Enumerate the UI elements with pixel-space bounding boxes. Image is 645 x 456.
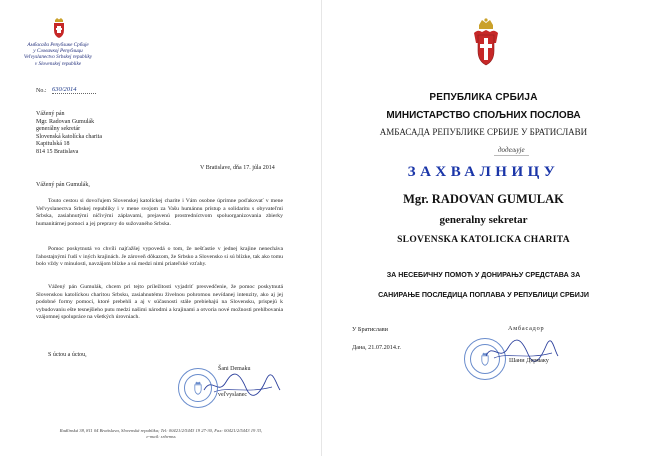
recipient-line: Slovenská katolícka charita	[36, 133, 102, 140]
letter-footer	[16, 428, 306, 440]
reference-number-value: 630/2014	[52, 86, 96, 94]
signatory-name: Шани Дермаку	[509, 357, 549, 364]
embassy-header-line: v Slovenskej republike	[34, 60, 82, 67]
letter-date: V Bratislave, dňa 17. júla 2014	[200, 165, 275, 171]
recipient-address	[36, 111, 102, 157]
recipient-title: generalny sekretar	[439, 214, 528, 226]
letter-paragraph: Touto cestou si dovoľujem Slovenskej katolíckej charite i Vám osobne úprimne poďakovať v mene Veľvyslanectva Srbskej republiky i v mene svojom za Vašu humánnu prístup a solidaritu s obyvateľmi Srbska, zasiahnutými ničivými záplavami, prejavenú prostredníctvom spoluorganizovania zbierky humanitárnej pomoci a jej prepravy do sužovaného Srbska.	[36, 198, 283, 227]
certificate-date: Дана, 21.07.2014.г.	[352, 344, 401, 351]
embassy-heading: АМБАСАДА РЕПУБЛИКЕ СРБИЈЕ У БРАТИСЛАВИ	[379, 127, 588, 137]
embassy-header	[3, 42, 113, 67]
reference-number-label: No.:	[36, 88, 47, 94]
awards-underline	[494, 155, 529, 156]
reason-line: ЗА НЕСЕБИЧНУ ПОМОЋ У ДОНИРАЊУ СРЕДСТАВА ЗА	[386, 271, 581, 279]
footer-line: e-mail: srbemss	[146, 434, 176, 439]
embassy-stamp-icon	[178, 368, 218, 408]
recipient-line: 814 15 Bratislava	[36, 148, 79, 155]
signatory-title: veľvyslanec	[218, 392, 248, 398]
serbian-coat-of-arms-icon	[472, 17, 500, 69]
recipient-organization: SLOVENSKA KATOLICKA CHARITA	[397, 235, 570, 245]
letter-paragraph: Pomoc poskytnutá vo chvíli najťažšej vypovedá o tom, že nešťastie v jednej krajine nenecháva ľahostajnými ľudí v iných krajinách. Je zároveň dôkazom, že Srbsko a Slovensko si sú blízke, tak ako tomu bolo vždy v minulosti, navzájom blízke a sú medzi nimi priateľské vzťahy.	[36, 246, 283, 268]
footer-line: Radlinská 38, 811 04 Bratislava, Slovenská republika; Tel: 00421/2/5443 19 27-30, Fax: 00421/2/5443 19 33,	[59, 428, 263, 433]
reason-line: САНИРАЊЕ ПОСЛЕДИЦА ПОПЛАВА У РЕПУБЛИЦИ СРБИЈИ	[378, 291, 589, 299]
recipient-line: Mgr. Radovan Gumulák	[36, 118, 95, 125]
embassy-header-line: Veľvyslanectvo Srbskej republiky	[23, 54, 93, 61]
place: У Братислави	[352, 326, 388, 333]
certificate-page	[322, 0, 645, 456]
awards-label: додељује	[498, 146, 525, 154]
letter-paragraph: Vážený pán Gumulák, chcem pri tejto príležitosti vyjadriť presvedčenie, že pomoc poskytnutá Slovenskou katolíckou charitou Srbsku, zasiahnutému živelnou pohromou nevídanej intenzity, ako aj jej podobné formy pomoci, ktoré prebehli a aj v súčasnosti stále prebiehajú na Slovensku, prispejú k vybudovaniu ešte tesnejšieho putu medzi našimi národmi a krajinami a otvoria nové možnosti prehlbovania vzájomnej spolupráce na všetkých úrovniach.	[36, 284, 283, 321]
salutation: Vážený pán Gumulák,	[36, 182, 90, 188]
recipient-line: Vážený pán	[36, 111, 65, 117]
embassy-header-line: у Словачкој Републици	[33, 48, 83, 55]
recipient-name: Mgr. RADOVAN GUMULAK	[403, 192, 564, 206]
signatory-name: Šani Demaku	[218, 366, 251, 372]
closing: S úctou a úctou,	[48, 352, 87, 358]
letter-page	[0, 0, 322, 456]
recipient-line: Kapitulská 18	[36, 141, 70, 148]
country-heading: РЕПУБЛИКА СРБИЈА	[429, 92, 538, 103]
recipient-line: generálny sekretár	[36, 126, 81, 133]
certificate-title: ЗАХВАЛНИЦУ	[407, 164, 560, 180]
ministry-heading: МИНИСТАРСТВО СПОЉНИХ ПОСЛОВА	[386, 110, 581, 121]
serbian-coat-of-arms-icon	[52, 17, 66, 39]
ambassador-label: Амбасадор	[508, 325, 545, 332]
embassy-header-line: Амбасада Републике Србије	[27, 42, 89, 48]
